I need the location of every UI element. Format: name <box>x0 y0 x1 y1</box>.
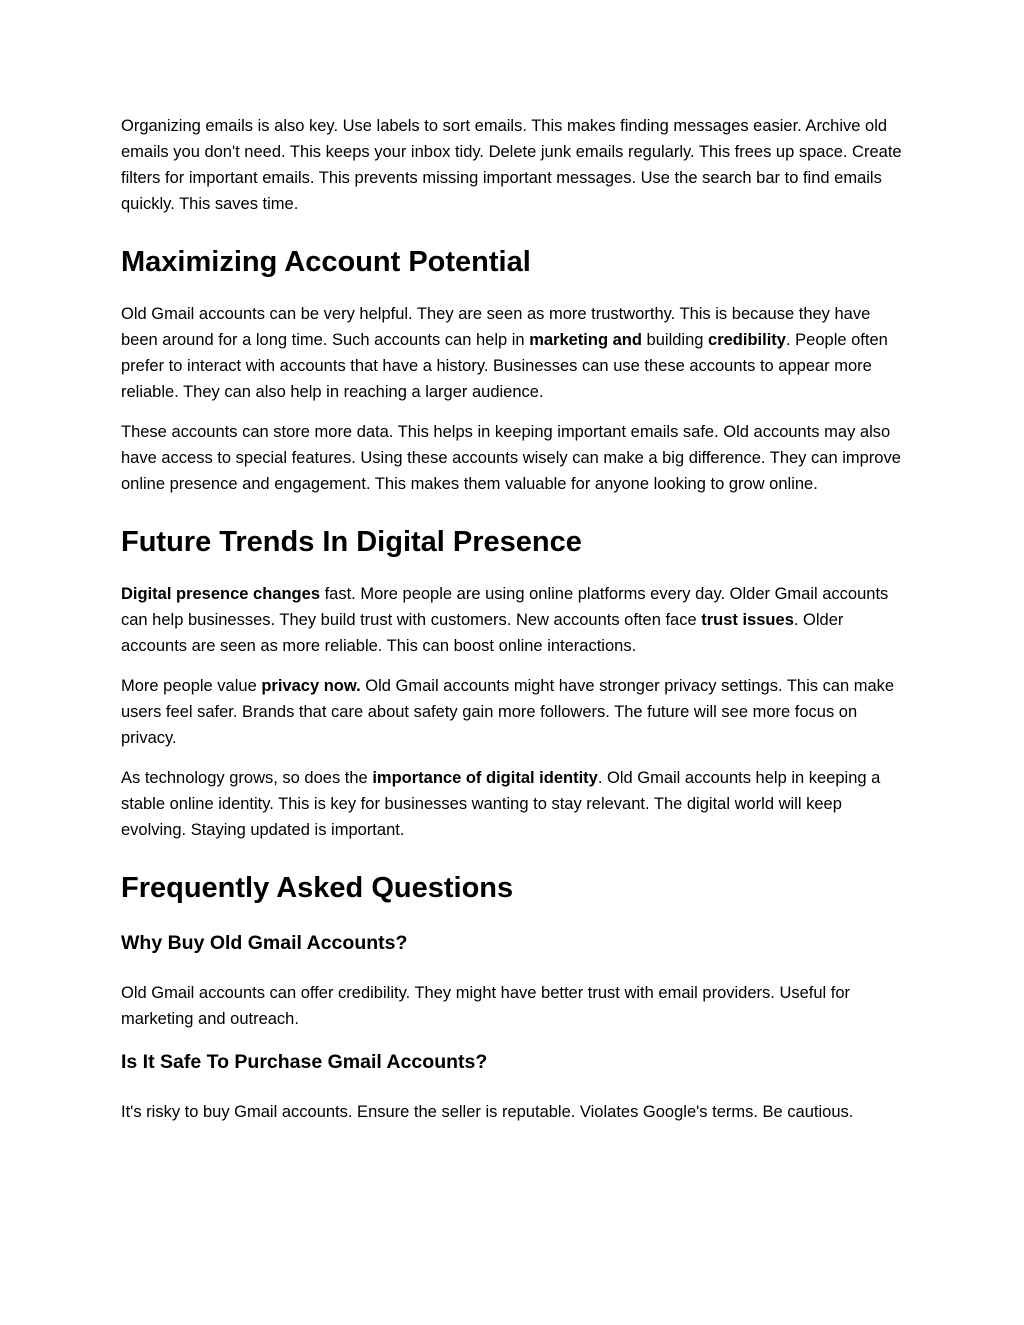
bold-text-run: credibility <box>708 331 786 349</box>
text-run: fast. More people are using online platforms every day. Older Gmail accounts can help businesses. They build trust with customers. New accounts often face <box>121 585 889 629</box>
text-run: As technology grows, so does the <box>121 769 373 787</box>
text-run: Old Gmail accounts can be very helpful. They are seen as more trustworthy. This is because they have been around for a long time. Such accounts can help in <box>121 305 871 349</box>
paragraph-why-buy-answer <box>121 980 903 1032</box>
text-run: These accounts can store more data. This helps in keeping important emails safe. Old accounts may also have access to special features. Using these accounts wisely can make a big difference. They can improve online presence and engagement. This makes them valuable for anyone looking to grow online. <box>121 423 901 493</box>
bold-text-run: trust issues <box>701 611 794 629</box>
text-run: . People often prefer to interact with accounts that have a history. Businesses can use these accounts to appear more reliable. They can also help in reaching a larger audience. <box>121 331 888 401</box>
paragraph-privacy <box>121 673 903 751</box>
bold-text-run: Digital presence changes <box>121 585 320 603</box>
heading-faq: Frequently Asked Questions <box>121 872 514 904</box>
text-run: . Old Gmail accounts help in keeping a stable online identity. This is key for businesses wanting to stay relevant. The digital world will keep evolving. Staying updated is important. <box>121 769 881 839</box>
heading-future-trends: Future Trends In Digital Presence <box>121 526 582 558</box>
heading-why-buy: Why Buy Old Gmail Accounts? <box>121 932 408 954</box>
paragraph-organizing-emails <box>121 113 903 217</box>
paragraph-store-more-data <box>121 419 903 497</box>
paragraph-digital-presence-changes <box>121 581 903 659</box>
text-run: More people value <box>121 677 262 695</box>
text-run: It's risky to buy Gmail accounts. Ensure the seller is reputable. Violates Google's terms. Be cautious. <box>121 1103 854 1121</box>
bold-text-run: importance of digital identity <box>372 769 598 787</box>
heading-maximizing-account-potential: Maximizing Account Potential <box>121 246 531 278</box>
text-run: Old Gmail accounts can offer credibility. They might have better trust with email providers. Useful for marketing and outreach. <box>121 984 851 1028</box>
bold-text-run: marketing and <box>529 331 642 349</box>
text-run: . Older accounts are seen as more reliable. This can boost online interactions. <box>121 611 844 655</box>
heading-is-it-safe: Is It Safe To Purchase Gmail Accounts? <box>121 1051 488 1073</box>
bold-text-run: privacy now. <box>261 677 361 695</box>
text-run: building <box>641 331 709 349</box>
paragraph-digital-identity <box>121 765 903 843</box>
paragraph-is-it-safe-answer <box>121 1099 903 1125</box>
text-run: Organizing emails is also key. Use labels to sort emails. This makes finding messages easier. Archive old emails you don't need. This keeps your inbox tidy. Delete junk emails regularly. This frees up space. Create filters for important emails. This prevents missing important messages. Use the search bar to find emails quickly. This saves time. <box>121 117 902 213</box>
text-run: Old Gmail accounts might have stronger privacy settings. This can make users feel safer. Brands that care about safety gain more followers. The future will see more focus on privacy. <box>121 677 895 747</box>
paragraph-old-gmail-helpful <box>121 301 903 405</box>
